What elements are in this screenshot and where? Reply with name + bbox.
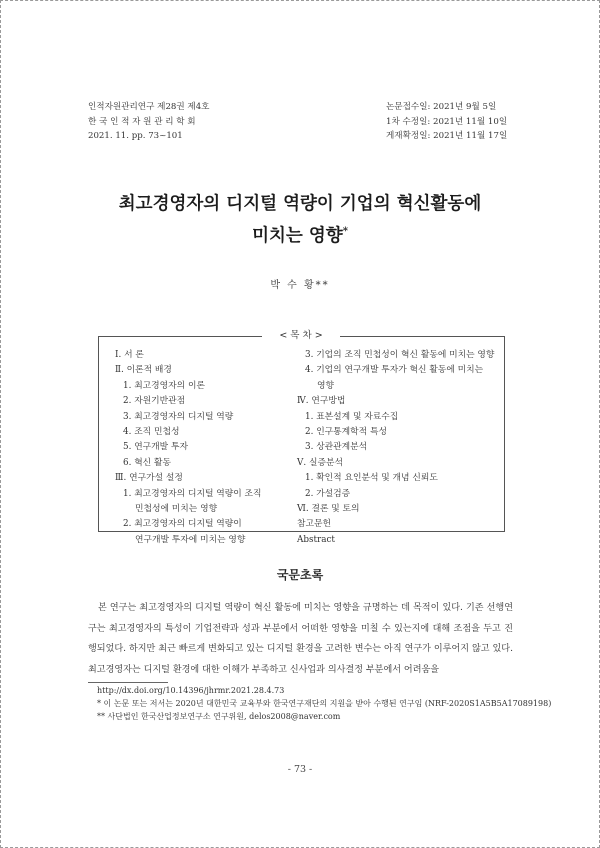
toc-item: 영향 xyxy=(317,380,334,391)
footnote-divider xyxy=(88,682,168,683)
toc-left-column xyxy=(115,348,285,548)
toc-right-column xyxy=(297,348,495,548)
toc-item: Ⅰ. 서 론 xyxy=(115,350,144,360)
toc-item: 1. 최고경영자의 디지털 역량이 조직 xyxy=(123,488,262,499)
toc-item: 4. 기업의 연구개발 투자가 혁신 활동에 미치는 xyxy=(305,365,484,376)
toc-item: 2. 최고경영자의 디지털 역량이 xyxy=(123,519,242,530)
journal-name: 인적자원관리연구 제28권 제4호 xyxy=(88,102,210,112)
accepted-date: 게재확정일: 2021년 11월 17일 xyxy=(386,131,508,141)
issue-pages: 2021. 11. pp. 73~101 xyxy=(88,131,183,141)
toc-item: 5. 연구개발 투자 xyxy=(123,442,188,453)
toc-item: 1. 표본설계 및 자료수집 xyxy=(305,411,399,422)
author-affiliation-footnote: ** 사단법인 한국산업정보연구소 연구위원, delos2008@naver.com xyxy=(97,712,341,721)
toc-item: 4. 조직 민첩성 xyxy=(123,427,180,438)
toc-item: 참고문헌 xyxy=(297,519,331,530)
toc-item: 2. 가설검증 xyxy=(305,488,351,499)
toc-item: 민첩성에 미치는 영향 xyxy=(135,504,218,515)
submission-dates xyxy=(386,100,507,144)
author-name: 박 수 황 xyxy=(270,280,316,291)
toc-label: < 목 차 > xyxy=(262,329,340,343)
toc-item: Ⅳ. 연구방법 xyxy=(297,396,346,407)
abstract-text: 본 연구는 최고경영자의 디지털 역량이 혁신 활동에 미치는 영향을 규명하는 데 목적이 있다. 기존 선행연구는 최고경영자의 특성이 기업전략과 성과 부분에서 어떠한 영향을 미칠 수 있는지에 대해 조점을 두고 진행되었다. 하지만 최근 빠르게 변화되고 있는 디지털 환경을 고려한 변수는 아직 연구가 이루어지 않고 있다. 최고경영자는 디지털 환경에 대한 이해가 부족하고 신사업과 의사결정 부분에서 어려움을 xyxy=(88,603,513,675)
title-line-2: 미치는 영향 xyxy=(252,225,343,246)
paper-title xyxy=(80,190,520,250)
society-name: 한 국 인 적 자 원 관 리 학 회 xyxy=(88,116,196,127)
toc-item: Ⅵ. 결론 및 토의 xyxy=(297,504,360,515)
toc-item: 2. 자원기반관점 xyxy=(123,396,186,407)
journal-info xyxy=(88,100,210,144)
page-number: - 73 - xyxy=(287,764,313,775)
toc-item: 연구개발 투자에 미치는 영향 xyxy=(135,534,246,545)
title-line-1: 최고경영자의 디지털 역량이 기업의 혁신활동에 xyxy=(118,194,482,214)
toc-item: Ⅲ. 연구가설 설정 xyxy=(115,473,183,484)
funding-footnote: * 이 논문 또는 저서는 2020년 대한민국 교육부와 한국연구재단의 지원을 받아 수행된 연구임 (NRF-2020S1A5B5A17089198) xyxy=(97,699,552,708)
toc-item: 2. 인구통계학적 특성 xyxy=(305,427,387,438)
toc-item: 6. 혁신 활동 xyxy=(123,457,171,468)
toc-item: 3. 최고경영자의 디지털 역량 xyxy=(123,411,234,422)
author xyxy=(0,276,600,291)
toc-item: Ⅴ. 실증분석 xyxy=(297,457,343,468)
author-footnote-mark: ** xyxy=(315,280,330,291)
toc-item: Abstract xyxy=(297,534,335,545)
toc-item: 3. 상관관계분석 xyxy=(305,442,368,453)
revised-date: 1차 수정일: 2021년 11월 10일 xyxy=(386,116,508,127)
title-footnote-mark: * xyxy=(342,226,348,237)
toc-item: Ⅱ. 이론적 배경 xyxy=(115,365,172,376)
received-date: 논문접수일: 2021년 9월 5일 xyxy=(386,102,497,112)
toc-item: 1. 최고경영자의 이론 xyxy=(123,380,205,391)
doi-link[interactable]: http://dx.doi.org/10.14396/jhrmr.2021.28.4.73 xyxy=(97,686,285,695)
toc-item: 3. 기업의 조직 민첩성이 혁신 활동에 미치는 영향 xyxy=(305,350,495,360)
abstract-heading: 국문초록 xyxy=(276,568,324,582)
toc-item: 1. 확인적 요인분석 및 개념 신뢰도 xyxy=(305,473,438,484)
